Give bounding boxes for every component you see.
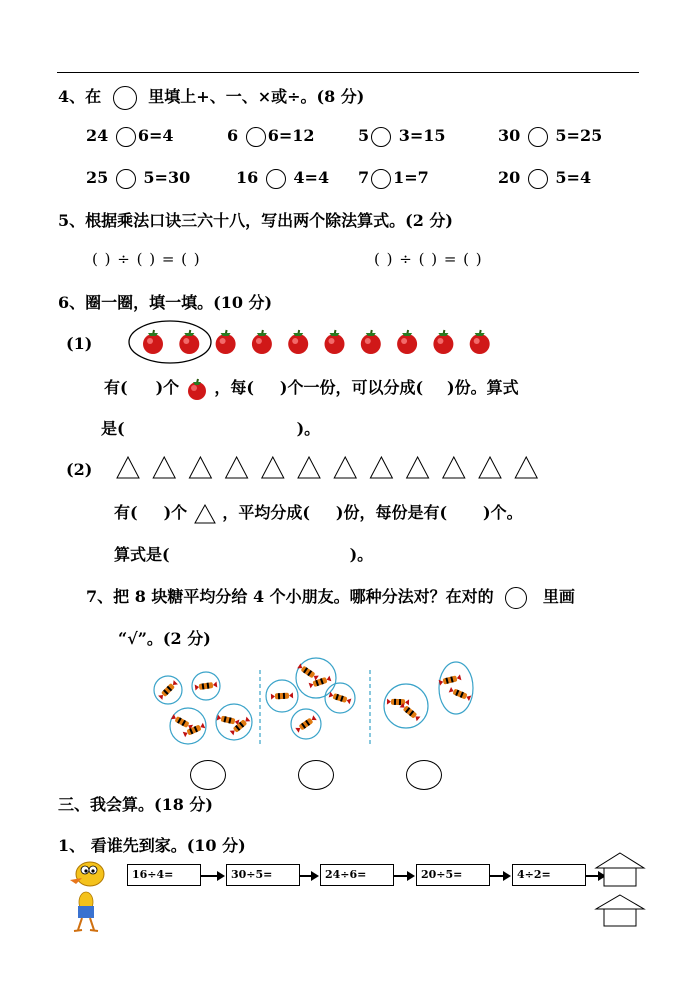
apple-icon [433, 330, 453, 354]
chain-arrow [300, 875, 317, 877]
apple-icon [216, 330, 236, 354]
candy-icon [400, 703, 421, 722]
apple-icon [179, 330, 199, 354]
q6-p1-line1: 有( )个 ，每( )个一份，可以分成( )份。算式 [104, 375, 519, 400]
q4-title: 4、在 里填上+、一、×或÷。(8 分) [58, 84, 364, 110]
section3-q1-title: 1、 看谁先到家。(10 分) [58, 836, 246, 855]
chain-arrow [201, 875, 223, 877]
candy-icon [295, 715, 316, 733]
triangle-icon [407, 457, 429, 478]
candy-icon [449, 687, 472, 701]
q5-title: 5、根据乘法口诀三六十八，写出两个除法算式。(2 分) [58, 211, 453, 230]
candy-icon [439, 674, 462, 685]
q4-item: 24 6=4 [86, 126, 174, 145]
q4-item: 5 3=15 [358, 126, 446, 145]
apple-icon [288, 330, 308, 354]
candy-icon [158, 680, 178, 700]
triangle-icon [298, 457, 320, 478]
house-icon[interactable] [594, 852, 646, 888]
chain-box-3[interactable]: 24÷6= [320, 864, 394, 886]
candy-icon [329, 692, 352, 705]
triangle-icon [189, 457, 211, 478]
q6-p2-line2: 算式是( )。 [114, 545, 374, 564]
answer-circle[interactable] [116, 169, 136, 189]
triangle-icon [334, 457, 356, 478]
answer-circle[interactable] [371, 127, 391, 147]
section3-title: 三、我会算。(18 分) [58, 795, 213, 814]
apple-icon [397, 330, 417, 354]
triangle-icon [443, 457, 465, 478]
apple-icon [143, 330, 163, 354]
division-blank-2[interactable]: ( ) ÷ ( ) = ( ) [374, 250, 483, 268]
triangle-icon [515, 457, 537, 478]
apple-icon [470, 330, 490, 354]
answer-circle-2[interactable] [298, 760, 334, 790]
q7-title: 7、把 8 块糖平均分给 4 个小朋友。哪种分法对？在对的 里画 [86, 584, 575, 609]
answer-circle[interactable] [246, 127, 266, 147]
triangle-icon [226, 457, 248, 478]
triangle-icon [117, 457, 139, 478]
triangle-icon [153, 457, 175, 478]
q4-item: 30 5=25 [498, 126, 603, 145]
top-rule [57, 72, 639, 73]
candy-icon [195, 681, 218, 690]
q7-title-cont: “√”。(2 分) [118, 629, 211, 648]
candy-icon [217, 715, 240, 726]
candy-icon [297, 663, 319, 680]
triangle-row [114, 454, 544, 484]
chick-illustration [62, 856, 112, 936]
apple-icon [252, 330, 272, 354]
q6-p1-line2: 是( )。 [101, 419, 321, 438]
chain-box-4[interactable]: 20÷5= [416, 864, 490, 886]
candy-icon [271, 692, 293, 699]
answer-circle[interactable] [371, 169, 391, 189]
chain-arrow [394, 875, 413, 877]
division-blank-1[interactable]: ( ) ÷ ( ) = ( ) [92, 250, 201, 268]
answer-circle-3[interactable] [406, 760, 442, 790]
apple-icon [185, 378, 209, 400]
candy-icon [387, 699, 409, 706]
triangle-icon [262, 457, 284, 478]
candy-icon [171, 714, 193, 730]
triangle-icon [193, 503, 217, 525]
chain-box-2[interactable]: 30÷5= [226, 864, 300, 886]
apple-row [126, 320, 496, 368]
apple-icon [325, 330, 345, 354]
answer-circle[interactable] [116, 127, 136, 147]
q4-item: 16 4=4 [236, 168, 330, 187]
q6-part1-label: (1) [66, 334, 93, 353]
answer-circle[interactable] [113, 86, 137, 110]
answer-circle[interactable] [528, 127, 548, 147]
q6-title: 6、圈一圈，填一填。(10 分) [58, 293, 273, 312]
answer-circle[interactable] [528, 169, 548, 189]
candy-groups [148, 650, 488, 750]
triangle-icon [479, 457, 501, 478]
answer-circle[interactable] [266, 169, 286, 189]
q4-item: 20 5=4 [498, 168, 592, 187]
answer-circle-1[interactable] [190, 760, 226, 790]
q4-item: 6 6=12 [227, 126, 315, 145]
chain-arrow [490, 875, 509, 877]
chain-box-1[interactable]: 16÷4= [127, 864, 201, 886]
triangle-icon [370, 457, 392, 478]
chain-box-5[interactable]: 4÷2= [512, 864, 586, 886]
q6-part2-label: (2) [66, 460, 93, 479]
apple-icon [361, 330, 381, 354]
q6-p2-line1: 有( )个 ，平均分成( )份，每份是有( )个。 [114, 500, 523, 525]
q4-item: 25 5=30 [86, 168, 191, 187]
answer-circle[interactable] [505, 587, 527, 609]
q4-item: 7 1=7 [358, 168, 429, 187]
house-icon[interactable] [594, 894, 646, 928]
